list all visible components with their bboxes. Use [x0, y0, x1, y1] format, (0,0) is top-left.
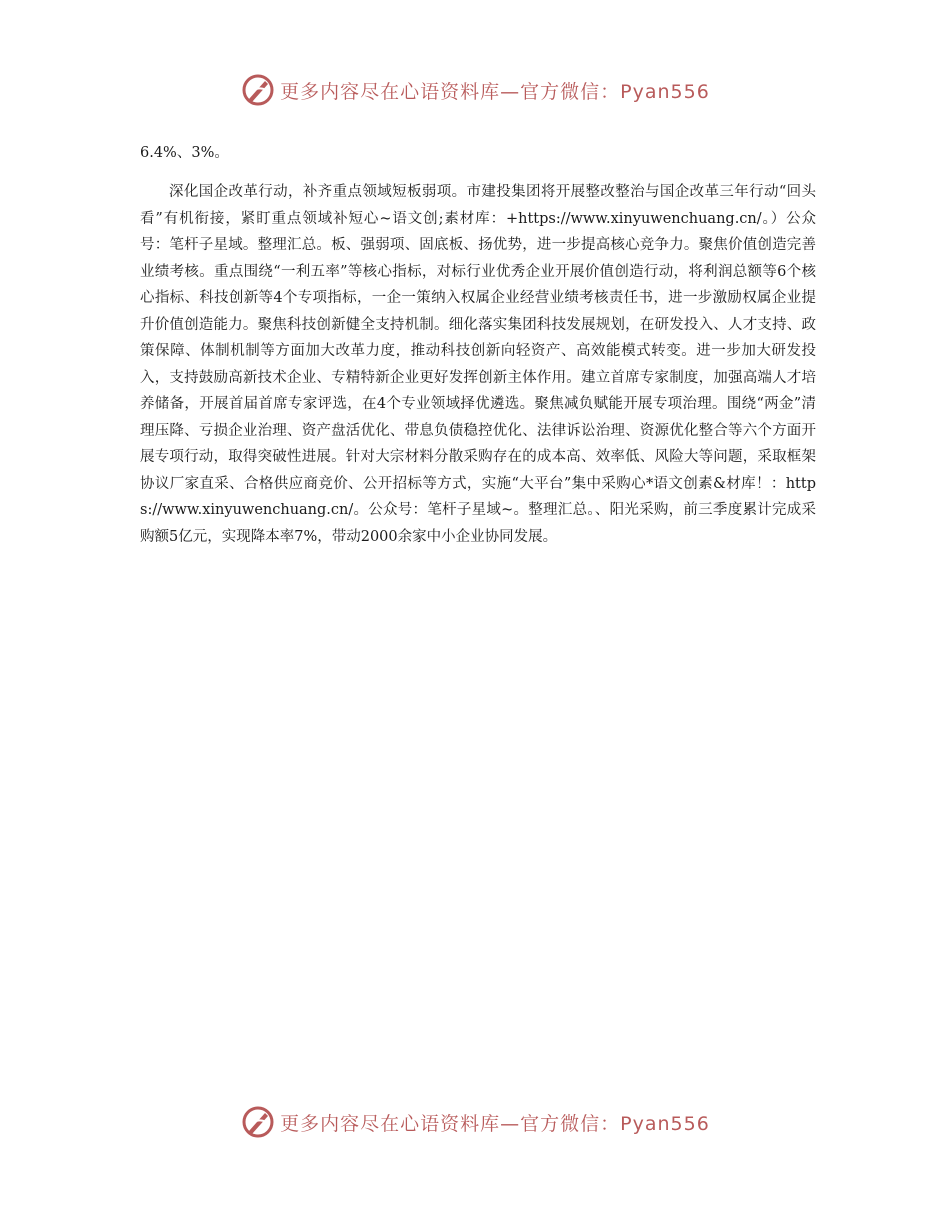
footer-watermark-banner: [0, 1100, 950, 1144]
watermark-text: 更多内容尽在心语资料库—官方微信：Pyan556: [280, 1112, 710, 1135]
pen-logo-icon: [240, 72, 276, 108]
continuation-line: 6.4%、3%。: [140, 145, 229, 161]
header-watermark-banner: [0, 68, 950, 112]
document-body: [140, 140, 816, 550]
pen-logo-icon: [240, 1104, 276, 1140]
watermark-text: 更多内容尽在心语资料库—官方微信：Pyan556: [280, 80, 710, 103]
body-paragraph: 深化国企改革行动，补齐重点领域短板弱项。市建投集团将开展整改整治与国企改革三年行动“回头看”有机衔接，紧盯重点领域补短心~语文创;素材库：+https://www.xinyuwenchuang.cn/。）公众号：笔杆子星域。整理汇总。板、强弱项、固底板、扬优势，进一步提高核心竞争力。聚焦价值创造完善业绩考核。重点围绕“一利五率”等核心指标，对标行业优秀企业开展价值创造行动，将利润总额等6个核心指标、科技创新等4个专项指标，一企一策纳入权属企业经营业绩考核责任书，进一步激励权属企业提升价值创造能力。聚焦科技创新健全支持机制。细化落实集团科技发展规划，在研发投入、人才支持、政策保障、体制机制等方面加大改革力度，推动科技创新向轻资产、高效能模式转变。进一步加大研发投入，支持鼓励高新技术企业、专精特新企业更好发挥创新主体作用。建立首席专家制度，加强高端人才培养储备，开展首届首席专家评选，在4个专业领域择优遴选。聚焦减负赋能开展专项治理。围绕“两金”清理压降、亏损企业治理、资产盘活优化、带息负债稳控优化、法律诉讼治理、资源优化整合等六个方面开展专项行动，取得突破性进展。针对大宗材料分散采购存在的成本高、效率低、风险大等问题，采取框架协议厂家直采、合格供应商竞价、公开招标等方式，实施“大平台”集中采购心*语文创素&材库！：https://www.xinyuwenchuang.cn/。公众号：笔杆子星域~。整理汇总。、阳光采购，前三季度累计完成采购额5亿元，实现降本率7%，带动2000余家中小企业协同发展。: [140, 184, 816, 545]
